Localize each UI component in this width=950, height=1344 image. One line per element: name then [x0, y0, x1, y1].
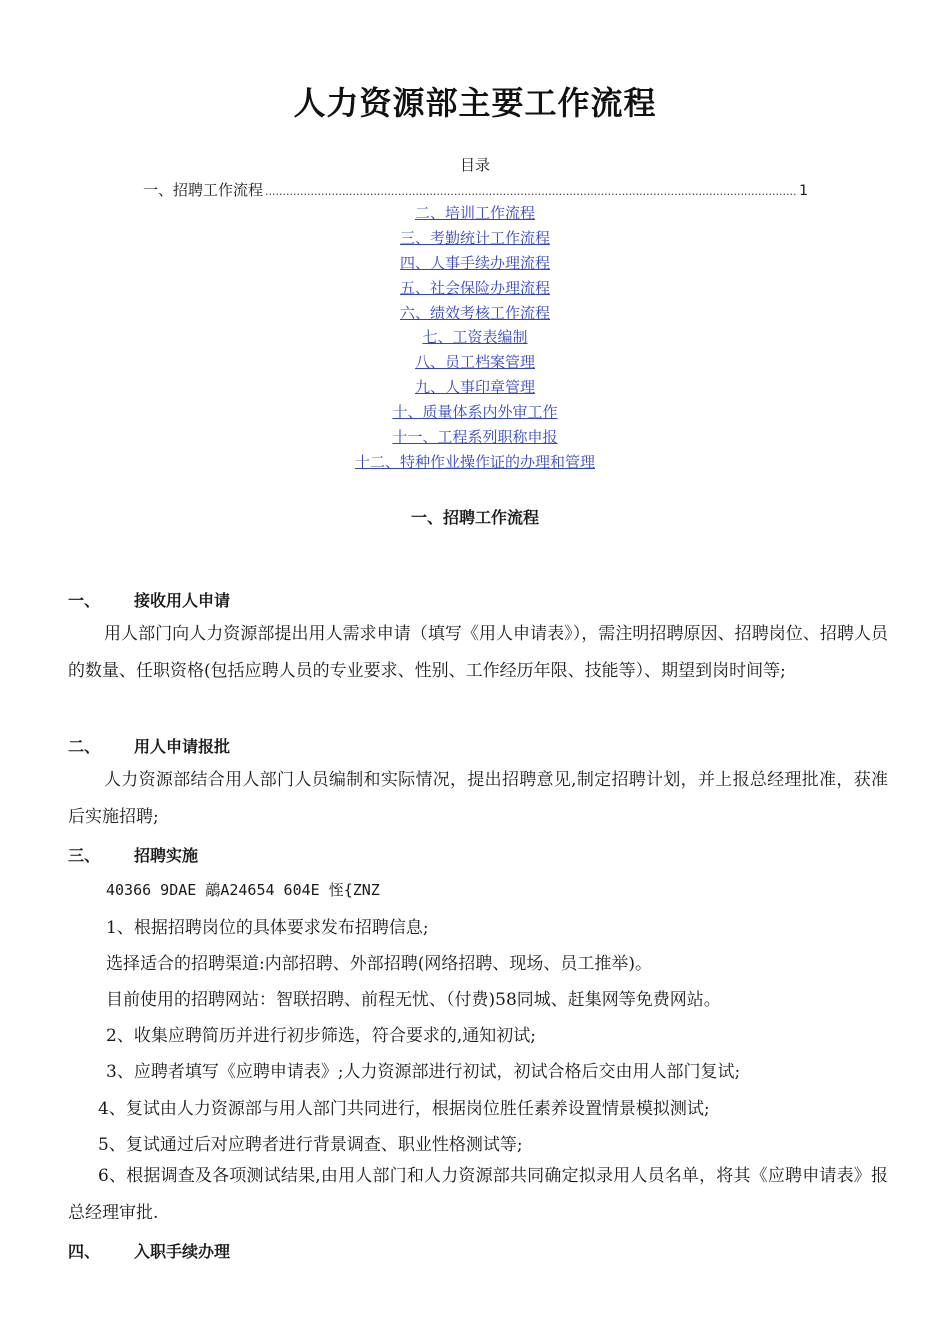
list-item: 目前使用的招聘网站：智联招聘、前程无忧、（付费)58同城、赶集网等免费网站。 — [106, 990, 721, 1010]
toc-link-payroll[interactable]: 七、工资表编制 — [422, 328, 528, 347]
garbled-code-line: 40366 9DAE 鶮A24654 604E 恎{ZNZ — [106, 881, 380, 899]
toc-link-employee-files[interactable]: 八、员工档案管理 — [414, 353, 535, 372]
step-heading — [68, 843, 198, 866]
list-item: 4、复试由人力资源部与用人部门共同进行，根据岗位胜任素养设置情景模拟测试; — [98, 1099, 710, 1119]
step-title: 入职手续办理 — [134, 1242, 231, 1261]
list-item: 3、应聘者填写《应聘申请表》;人力资源部进行初试，初试合格后交由用人部门复试; — [106, 1062, 741, 1082]
toc-heading: 目录 — [459, 156, 490, 174]
toc-entry-recruitment[interactable] — [143, 179, 808, 200]
section-title: 一、招聘工作流程 — [410, 508, 539, 527]
step-paragraph: 用人部门向人力资源部提出用人需求申请（填写《用人申请表》），需注明招聘原因、招聘岗位、招聘人员的数量、任职资格(包括应聘人员的专业要求、性别、工作经历年限、技能等）、期望到岗时间等; — [68, 624, 888, 681]
step-title: 接收用人申请 — [134, 591, 231, 610]
step-number: 四、 — [68, 1242, 101, 1261]
toc-link-special-operation-cert[interactable]: 十二、特种作业操作证的办理和管理 — [354, 452, 595, 471]
step-title: 用人申请报批 — [134, 737, 231, 756]
step-heading — [68, 734, 230, 757]
toc-link-seals[interactable]: 九、人事印章管理 — [414, 378, 535, 397]
toc-link-list — [0, 201, 950, 475]
step-title: 招聘实施 — [134, 846, 199, 865]
step-heading — [68, 1239, 230, 1262]
step-paragraph: 6、根据调查及各项测试结果,由用人部门和人力资源部共同确定拟录用人员名单，将其《应聘申请表》报总经理审批. — [68, 1166, 888, 1223]
list-item: 5、复试通过后对应聘者进行背景调查、职业性格测试等; — [98, 1135, 523, 1155]
toc-link-attendance[interactable]: 三、考勤统计工作流程 — [399, 228, 550, 247]
toc-link-performance[interactable]: 六、绩效考核工作流程 — [399, 303, 550, 322]
list-item: 1、根据招聘岗位的具体要求发布招聘信息; — [106, 918, 429, 938]
toc-link-social-insurance[interactable]: 五、社会保险办理流程 — [399, 278, 550, 297]
toc-link-quality-audit[interactable]: 十、质量体系内外审工作 — [392, 403, 558, 422]
step-number: 二、 — [68, 737, 101, 756]
step-paragraph: 人力资源部结合用人部门人员编制和实际情况，提出招聘意见,制定招聘计划，并上报总经理批准，获准后实施招聘; — [68, 770, 888, 827]
document-title: 人力资源部主要工作流程 — [293, 84, 657, 122]
toc-link-professional-titles[interactable]: 十一、工程系列职称申报 — [392, 428, 558, 447]
toc-link-training[interactable]: 二、培训工作流程 — [414, 204, 535, 222]
step-number: 三、 — [68, 846, 101, 865]
toc-page-number: 1 — [799, 183, 808, 199]
toc-entry-label: 一、招聘工作流程 — [143, 181, 264, 199]
step-heading — [68, 588, 230, 611]
toc-link-personnel-procedures[interactable]: 四、人事手续办理流程 — [399, 253, 550, 272]
list-item: 2、收集应聘简历并进行初步筛选，符合要求的,通知初试; — [106, 1026, 536, 1046]
list-item: 选择适合的招聘渠道:内部招聘、外部招聘(网络招聘、现场、员工推举)。 — [106, 954, 652, 974]
step-number: 一、 — [68, 591, 101, 610]
toc-leader-dots — [265, 181, 797, 199]
